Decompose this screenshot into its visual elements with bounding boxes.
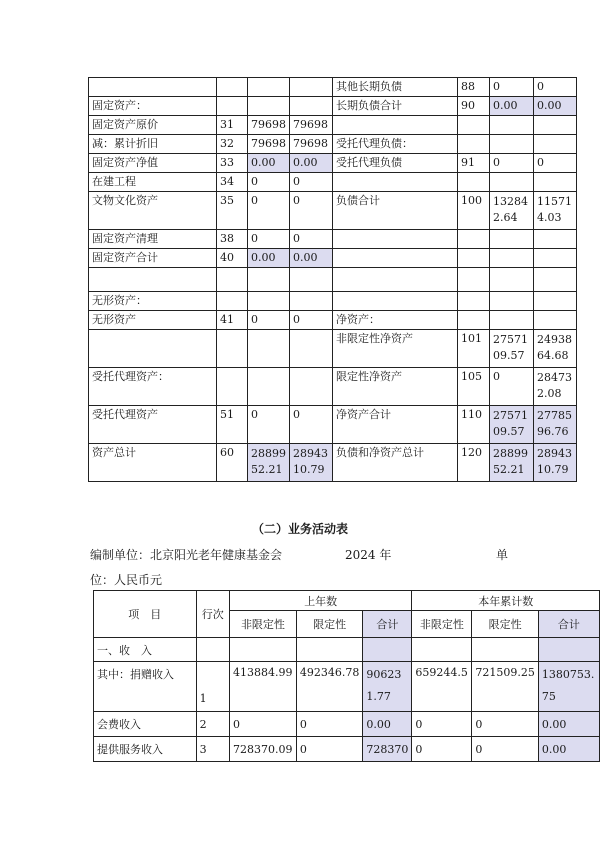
liability-end: 0.00 <box>534 97 577 116</box>
asset-start: 0 <box>248 311 290 330</box>
asset-name <box>89 78 217 97</box>
row-name: 提供服务收入 <box>94 737 197 762</box>
prev-total: 906231.77 <box>363 662 412 712</box>
table-row <box>89 249 577 268</box>
liability-start <box>490 116 534 135</box>
liability-end <box>534 230 577 249</box>
prev-total: 0.00 <box>363 712 412 737</box>
liability-name <box>333 268 458 292</box>
asset-name: 减：累计折旧 <box>89 135 217 154</box>
row-name: 其中：捐赠收入 <box>94 662 197 712</box>
asset-end: 79698 <box>290 116 333 135</box>
asset-name <box>89 268 217 292</box>
asset-name: 无形资产： <box>89 292 217 311</box>
liability-name: 长期负债合计 <box>333 97 458 116</box>
liability-end: 0 <box>534 78 577 97</box>
liability-end <box>534 173 577 192</box>
liability-start: 0.00 <box>490 97 534 116</box>
liability-line <box>458 249 490 268</box>
liability-line <box>458 135 490 154</box>
liability-end <box>534 292 577 311</box>
liability-start: 2889952.21 <box>490 444 534 482</box>
line-header: 行次 <box>196 591 229 638</box>
table-row <box>89 173 577 192</box>
table-row <box>89 192 577 230</box>
liability-start <box>490 311 534 330</box>
section-title: （二）业务活动表 <box>251 522 348 536</box>
report-year: 2024 年 <box>345 548 392 562</box>
liability-name: 受托代理负债： <box>333 135 458 154</box>
currency-unit-part2: 位：人民币元 <box>90 573 163 587</box>
prev-unrestricted-header: 非限定性 <box>229 611 296 638</box>
asset-line <box>217 292 248 311</box>
liability-line: 91 <box>458 154 490 173</box>
liability-name: 其他长期负债 <box>333 78 458 97</box>
liability-start: 0 <box>490 154 534 173</box>
asset-start: 0 <box>248 230 290 249</box>
liability-line <box>458 116 490 135</box>
asset-name: 文物文化资产 <box>89 192 217 230</box>
asset-line: 35 <box>217 192 248 230</box>
prev-total: 728370 <box>363 737 412 762</box>
asset-name: 受托代理资产 <box>89 406 217 444</box>
asset-end <box>290 292 333 311</box>
row-line: 1 <box>196 662 229 712</box>
prev-restricted: 0 <box>296 737 363 762</box>
asset-start <box>248 292 290 311</box>
row-name: 会费收入 <box>94 712 197 737</box>
liability-name: 负债和净资产总计 <box>333 444 458 482</box>
liability-start <box>490 268 534 292</box>
curr-restricted-header: 限定性 <box>472 611 539 638</box>
table-row <box>94 638 600 662</box>
table-row <box>89 292 577 311</box>
liability-end <box>534 116 577 135</box>
liability-line: 100 <box>458 192 490 230</box>
asset-line: 51 <box>217 406 248 444</box>
liability-name: 负债合计 <box>333 192 458 230</box>
asset-line <box>217 368 248 406</box>
prev-restricted: 0 <box>296 712 363 737</box>
asset-line <box>217 268 248 292</box>
table-row <box>89 406 577 444</box>
liability-name: 受托代理负债 <box>333 154 458 173</box>
asset-start: 0 <box>248 192 290 230</box>
curr-restricted: 721509.25 <box>472 662 539 712</box>
table-row <box>94 712 600 737</box>
liability-line <box>458 292 490 311</box>
asset-end: 0 <box>290 192 333 230</box>
liability-name: 净资产合计 <box>333 406 458 444</box>
liability-end <box>534 268 577 292</box>
asset-line: 41 <box>217 311 248 330</box>
asset-end: 2894310.79 <box>290 444 333 482</box>
asset-name <box>89 330 217 368</box>
table-row <box>89 78 577 97</box>
currency-unit-part1: 单 <box>496 548 509 562</box>
liability-end: 2493864.68 <box>534 330 577 368</box>
liability-name: 非限定性净资产 <box>333 330 458 368</box>
table-row <box>94 737 600 762</box>
liability-end: 115714.03 <box>534 192 577 230</box>
asset-start: 0.00 <box>248 154 290 173</box>
prev-restricted: 492346.78 <box>296 662 363 712</box>
asset-line: 33 <box>217 154 248 173</box>
prev-unrestricted: 413884.99 <box>229 662 296 712</box>
curr-restricted: 0 <box>472 737 539 762</box>
asset-start: 79698 <box>248 116 290 135</box>
liability-end <box>534 249 577 268</box>
liability-line: 101 <box>458 330 490 368</box>
curr-total-header: 合计 <box>538 611 599 638</box>
asset-end: 0 <box>290 311 333 330</box>
asset-name: 固定资产原价 <box>89 116 217 135</box>
liability-start: 0 <box>490 78 534 97</box>
activity-table <box>93 590 600 762</box>
asset-line: 34 <box>217 173 248 192</box>
prev-restricted-header: 限定性 <box>296 611 363 638</box>
table-row <box>89 97 577 116</box>
prev-unrestricted: 0 <box>229 712 296 737</box>
asset-name: 固定资产合计 <box>89 249 217 268</box>
row-line: 3 <box>196 737 229 762</box>
asset-start: 0 <box>248 173 290 192</box>
asset-name: 固定资产清理 <box>89 230 217 249</box>
curr-total: 1380753.75 <box>538 662 599 712</box>
asset-end: 0 <box>290 406 333 444</box>
asset-start: 0.00 <box>248 249 290 268</box>
header-row <box>94 591 600 611</box>
liability-line <box>458 311 490 330</box>
table-row <box>89 230 577 249</box>
asset-end <box>290 78 333 97</box>
asset-line <box>217 330 248 368</box>
table-row <box>94 662 600 712</box>
liability-end: 2894310.79 <box>534 444 577 482</box>
table-row <box>89 444 577 482</box>
asset-start: 2889952.21 <box>248 444 290 482</box>
table-row <box>89 311 577 330</box>
asset-line <box>217 78 248 97</box>
liability-line: 105 <box>458 368 490 406</box>
liability-name <box>333 292 458 311</box>
curr-unrestricted: 0 <box>412 737 472 762</box>
liability-name: 净资产： <box>333 311 458 330</box>
curr-total: 0.00 <box>538 737 599 762</box>
liability-end <box>534 135 577 154</box>
curr-unrestricted: 659244.5 <box>412 662 472 712</box>
item-header: 项 目 <box>94 591 197 638</box>
liability-line <box>458 230 490 249</box>
curr-unrestricted-header: 非限定性 <box>412 611 472 638</box>
liability-start <box>490 249 534 268</box>
asset-line: 31 <box>217 116 248 135</box>
liability-start: 2757109.57 <box>490 406 534 444</box>
liability-start <box>490 292 534 311</box>
liability-line: 120 <box>458 444 490 482</box>
liability-name <box>333 116 458 135</box>
liability-end: 284732.08 <box>534 368 577 406</box>
asset-end <box>290 268 333 292</box>
income-section-label: 一、收 入 <box>94 638 197 662</box>
curr-restricted: 0 <box>472 712 539 737</box>
asset-name: 固定资产： <box>89 97 217 116</box>
asset-start <box>248 268 290 292</box>
table-row <box>89 116 577 135</box>
asset-name: 在建工程 <box>89 173 217 192</box>
asset-end: 0 <box>290 173 333 192</box>
table-row <box>89 268 577 292</box>
asset-start <box>248 368 290 406</box>
row-line: 2 <box>196 712 229 737</box>
asset-end <box>290 97 333 116</box>
asset-end: 0 <box>290 230 333 249</box>
asset-name: 受托代理资产： <box>89 368 217 406</box>
asset-line <box>217 97 248 116</box>
prev-unrestricted: 728370.09 <box>229 737 296 762</box>
liability-name <box>333 230 458 249</box>
liability-line: 90 <box>458 97 490 116</box>
table-row <box>89 368 577 406</box>
liability-line <box>458 268 490 292</box>
liability-end <box>534 311 577 330</box>
liability-start: 132842.64 <box>490 192 534 230</box>
asset-start: 0 <box>248 406 290 444</box>
asset-name: 无形资产 <box>89 311 217 330</box>
asset-end <box>290 368 333 406</box>
asset-line: 32 <box>217 135 248 154</box>
liability-name <box>333 249 458 268</box>
liability-start <box>490 230 534 249</box>
curr-year-header: 本年累计数 <box>412 591 600 611</box>
liability-end: 2778596.76 <box>534 406 577 444</box>
asset-line: 60 <box>217 444 248 482</box>
asset-end: 0.00 <box>290 249 333 268</box>
asset-end <box>290 330 333 368</box>
asset-line: 40 <box>217 249 248 268</box>
liability-end: 0 <box>534 154 577 173</box>
asset-name: 固定资产净值 <box>89 154 217 173</box>
liability-line: 110 <box>458 406 490 444</box>
asset-end: 79698 <box>290 135 333 154</box>
asset-line: 38 <box>217 230 248 249</box>
liability-line: 88 <box>458 78 490 97</box>
asset-start <box>248 78 290 97</box>
prev-year-header: 上年数 <box>229 591 411 611</box>
table-row <box>89 154 577 173</box>
preparer-unit: 编制单位：北京阳光老年健康基金会 <box>90 548 283 562</box>
balance-sheet-table <box>88 77 577 482</box>
asset-start: 79698 <box>248 135 290 154</box>
liability-name: 限定性净资产 <box>333 368 458 406</box>
prev-total-header: 合计 <box>363 611 412 638</box>
table-row <box>89 135 577 154</box>
asset-end: 0.00 <box>290 154 333 173</box>
asset-start <box>248 97 290 116</box>
liability-start <box>490 173 534 192</box>
liability-start <box>490 135 534 154</box>
asset-name: 资产总计 <box>89 444 217 482</box>
curr-total: 0.00 <box>538 712 599 737</box>
liability-start: 0 <box>490 368 534 406</box>
curr-unrestricted: 0 <box>412 712 472 737</box>
liability-line <box>458 173 490 192</box>
liability-name <box>333 173 458 192</box>
asset-start <box>248 330 290 368</box>
liability-start: 2757109.57 <box>490 330 534 368</box>
table-row <box>89 330 577 368</box>
